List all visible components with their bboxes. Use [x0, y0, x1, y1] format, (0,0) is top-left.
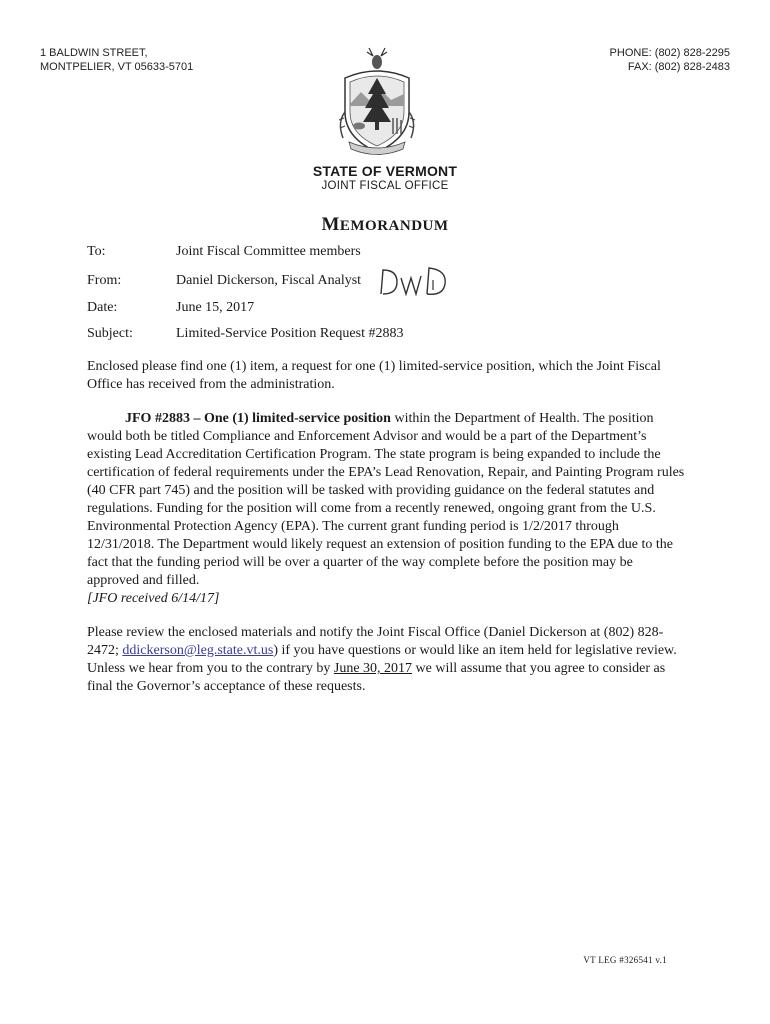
closing-paragraph	[87, 624, 687, 696]
item-heading: JFO #2883 – One (1) limited-service position	[125, 411, 391, 426]
document-id: VT LEG #326541 v.1	[583, 955, 667, 965]
deadline-date: June 30, 2017	[333, 661, 413, 676]
contact-email-link[interactable]: ddickerson@leg.state.vt.us	[122, 643, 274, 658]
vermont-seal-icon	[335, 42, 419, 158]
memo-title-first: M	[321, 214, 340, 235]
subject-label: Subject:	[87, 326, 133, 341]
phone-number: PHONE: (802) 828-2295	[609, 47, 730, 59]
intro-text: Enclosed please find one (1) item, a request for one (1) limited-service position, which the Joint Fiscal Office has received from the administration.	[87, 359, 661, 392]
closing-text	[87, 624, 687, 696]
date-value: June 15, 2017	[176, 300, 255, 315]
item-text-block	[87, 410, 687, 590]
address-line2: MONTPELIER, VT 05633-5701	[40, 61, 194, 73]
closing-part2: ) if you have questions or would like an item held for legislative review. Unless we hear from you to the contrary by	[87, 643, 677, 676]
agency-office: JOINT FISCAL OFFICE	[321, 180, 449, 192]
signature-initials	[375, 264, 453, 300]
closing-part3: we will assume that you agree to consider as final the Governor’s acceptance of these requests.	[87, 661, 666, 694]
intro-paragraph	[87, 358, 687, 394]
letterhead-address	[40, 46, 193, 74]
memo-title-rest: EMORANDUM	[339, 218, 449, 234]
date-label: Date:	[87, 300, 118, 315]
from-value: Daniel Dickerson, Fiscal Analyst	[176, 273, 362, 288]
to-label: To:	[87, 244, 106, 259]
item-description: within the Department of Health. The position would both be titled Compliance and Enforcement Advisor and would be a part of the Department’s existing Lead Accreditation Certification Program. The state program is being expanded to include the certification of federal requirements under the EPA’s Lead Renovation, Repair, and Painting Program rules (40 CFR part 745) and the position will be tasked with providing guidance on the federal statutes and regulations. Funding for the position will come from a recently renewed, ongoing grant from the U.S. Environmental Protection Agency (EPA). The current grant funding period is 1/2/2017 through 12/31/2018. The Department would likely request an extension of position funding to the EPA due to the fact that the funding period will be over a quarter of the way complete before the position may be approved and filled.	[87, 411, 685, 588]
item-paragraph	[87, 410, 687, 608]
memo-title	[0, 214, 770, 236]
from-label: From:	[87, 273, 122, 288]
letterhead-contact	[610, 46, 730, 74]
fax-number: FAX: (802) 828-2483	[627, 61, 730, 73]
address-line1: 1 BALDWIN STREET,	[40, 47, 148, 59]
closing-part1: Please review the enclosed materials and notify the Joint Fiscal Office (Daniel Dickerson at (802) 828-2472;	[87, 625, 664, 658]
agency-state: STATE OF VERMONT	[312, 163, 458, 179]
to-value: Joint Fiscal Committee members	[176, 244, 361, 259]
subject-value: Limited-Service Position Request #2883	[176, 326, 404, 341]
received-note: [JFO received 6/14/17]	[87, 591, 220, 606]
